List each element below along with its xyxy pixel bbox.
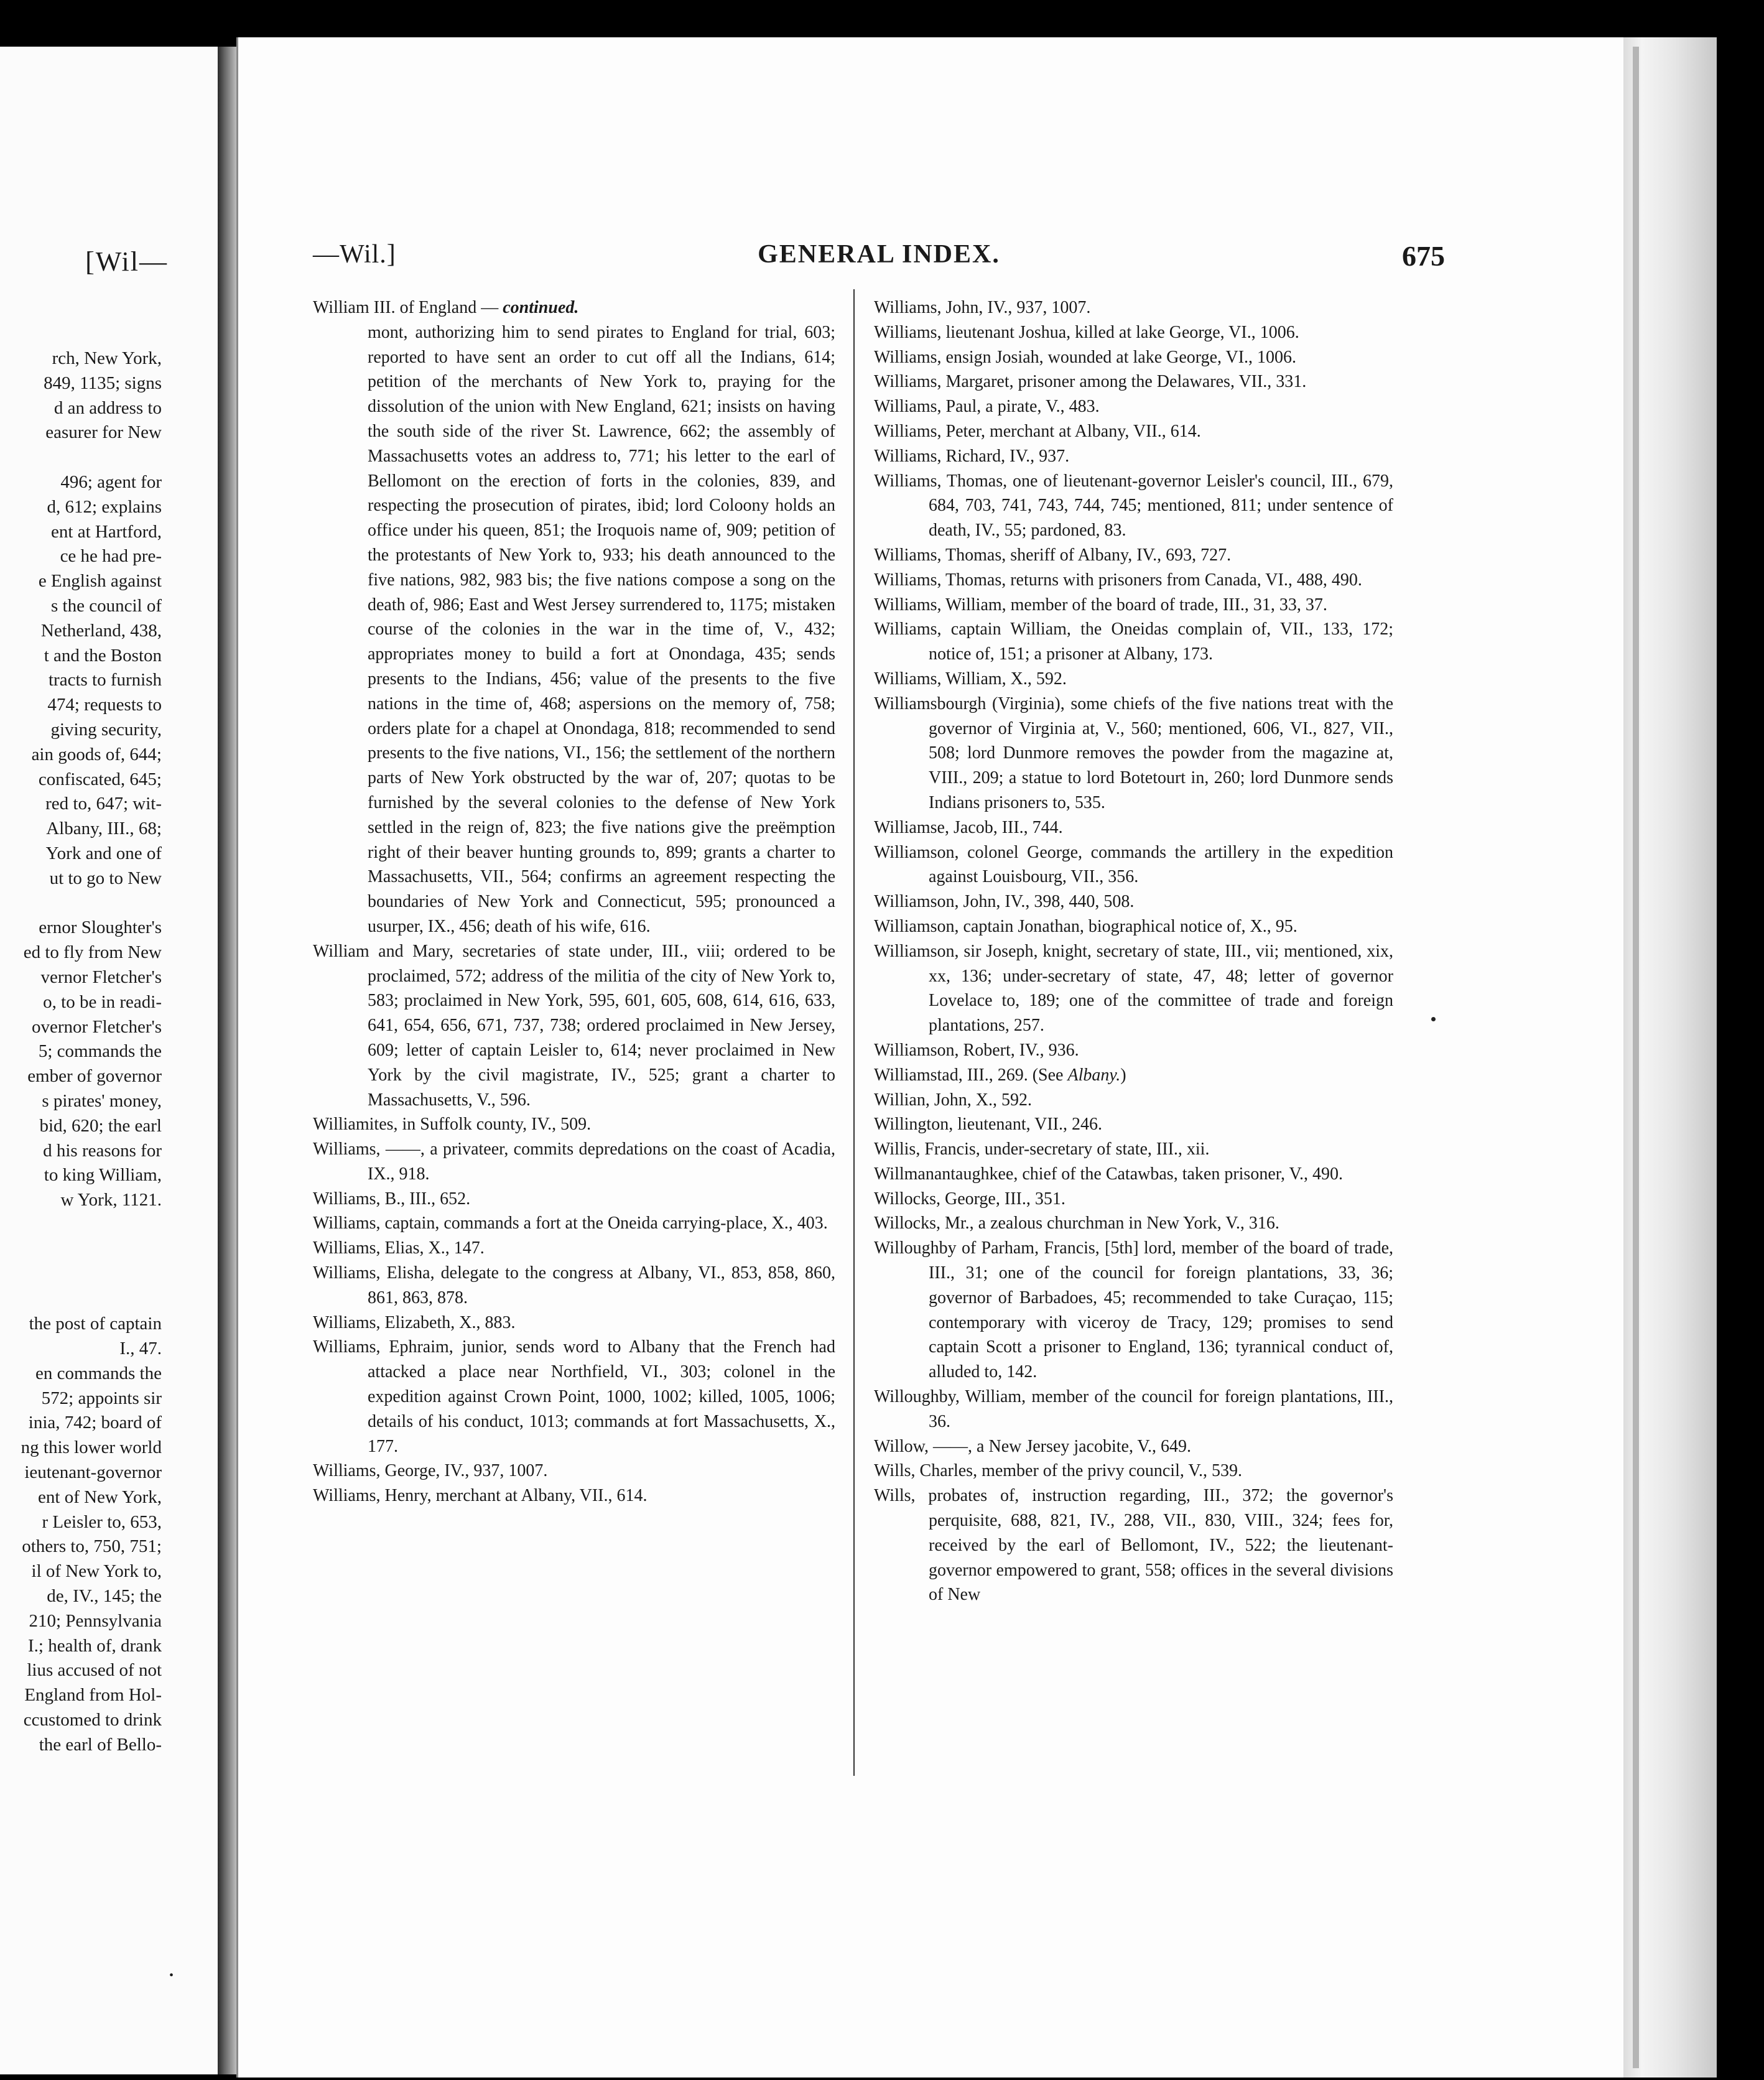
index-entry [874, 469, 1393, 543]
index-entry [874, 1038, 1393, 1063]
index-entry [874, 692, 1393, 815]
index-entry [874, 939, 1393, 1038]
entry-heading-italic: continued. [503, 298, 579, 317]
facing-page-line: confiscated, 645; [38, 769, 162, 789]
entry-text: Williams, B., III., 652. [313, 1189, 471, 1209]
index-entry [874, 394, 1393, 419]
running-head-left: —Wil.] [313, 240, 396, 269]
facing-page-line: lius accused of not [27, 1660, 162, 1681]
facing-page-line: s pirates' money, [42, 1091, 162, 1111]
facing-page-line: overnor Fletcher's [32, 1016, 162, 1037]
facing-page-line: 496; agent for [60, 472, 162, 492]
facing-page-line: ed to fly from New [23, 942, 162, 963]
column-divider [853, 289, 855, 1776]
facing-page-line: the earl of Bello- [39, 1734, 162, 1755]
index-entry [313, 1137, 835, 1187]
entry-text: Williamson, captain Jonathan, biographical notice of, X., 95. [874, 916, 1297, 936]
facing-page-line: to king William, [44, 1165, 162, 1186]
entry-text: Williams, Paul, a pirate, V., 483. [874, 397, 1100, 417]
facing-page-line: others to, 750, 751; [22, 1536, 162, 1557]
entry-text: Williams, lieutenant Joshua, killed at lake George, VI., 1006. [874, 322, 1299, 342]
entry-text: Williams, Thomas, returns with prisoners from Canada, VI., 488, 490. [874, 570, 1362, 590]
facing-page-line: red to, 647; wit- [45, 794, 162, 814]
entry-text: Willocks, George, III., 351. [874, 1189, 1065, 1209]
index-entry [313, 1112, 835, 1137]
entry-text: Williams, ensign Josiah, wounded at lake George, VI., 1006. [874, 347, 1297, 367]
entry-text: Williams, captain, commands a fort at the Oneida carrying-place, X., 403. [313, 1214, 828, 1233]
entry-text: Williamites, in Suffolk county, IV., 509. [313, 1115, 592, 1135]
page-edge-line [1633, 47, 1639, 2068]
facing-page-line: tracts to furnish [48, 670, 162, 690]
facing-page-line: vernor Fletcher's [40, 967, 162, 987]
entry-text: Williamson, Robert, IV., 936. [874, 1040, 1079, 1060]
page-header [313, 239, 1445, 283]
index-entry [313, 320, 835, 939]
facing-page-line: rch, New York, [52, 348, 162, 368]
page-number: 675 [1402, 240, 1445, 272]
index-column-left [313, 295, 835, 1508]
index-entry [874, 1187, 1393, 1212]
entry-text: Williamson, sir Joseph, knight, secretary of state, III., vii; mentioned, xix, xx, 136; under-secretary of state, 47, 48; letter of governor Lovelace to, 189; one of the committee of trade and foreign plantations, 257. [874, 941, 1393, 1036]
index-entry [874, 1063, 1393, 1088]
index-entry [313, 1236, 835, 1261]
facing-page-line: ng this lower world [21, 1437, 162, 1458]
entry-text: Williams, Margaret, prisoner among the Delawares, VII., 331. [874, 372, 1307, 392]
facing-page-running-head: [Wil— [85, 246, 168, 277]
index-entry [874, 369, 1393, 394]
facing-page [0, 47, 218, 2074]
facing-page-line: w York, 1121. [60, 1190, 162, 1210]
page-title: GENERAL INDEX. [758, 240, 1000, 269]
entry-text: Willoughby of Parham, Francis, [5th] lord, member of the board of trade, III., 31; one of the council for foreign plantations, 33, 36; governor of Barbadoes, 45; recommended to take Curaçao, 115; contemporary with viceroy de Tracy, 129; promises to send captain Scott a prisoner to England, 136; tyrannical conduct of, alluded to, 142. [874, 1238, 1393, 1382]
index-entry [874, 444, 1393, 469]
see-reference-close: ) [1120, 1065, 1126, 1085]
entry-text: Wills, Charles, member of the privy council, V., 539. [874, 1461, 1242, 1481]
entry-text: Wills, probates of, instruction regarding, III., 372; the governor's perquisite, 688, 821, IV., 288, VII., 830, VIII., 324; fees for, received by the earl of Bellomont, IV., 522; the lieutenant-governor empowered to grant, 558; offices in the several divisions of New [874, 1486, 1393, 1605]
facing-page-line: ccustomed to drink [23, 1710, 162, 1730]
index-entry [874, 1459, 1393, 1483]
index-entry [874, 617, 1393, 667]
facing-page-line: il of New York to, [31, 1561, 162, 1582]
entry-text: Williams, Richard, IV., 937. [874, 446, 1070, 466]
index-entry [874, 1483, 1393, 1607]
index-entry [874, 1112, 1393, 1137]
index-entry [874, 889, 1393, 914]
entry-text: Williams, ——, a privateer, commits depredations on the coast of Acadia, IX., 918. [313, 1140, 835, 1184]
entry-text: Williams, Elias, X., 147. [313, 1238, 485, 1258]
facing-page-line: bid, 620; the earl [39, 1115, 162, 1136]
entry-text: Williams, Elisha, delegate to the congress at Albany, VI., 853, 858, 860, 861, 863, 878. [313, 1263, 835, 1307]
book-gutter [218, 47, 236, 2074]
facing-page-line: Albany, III., 68; [46, 819, 162, 839]
facing-page-line: ut to go to New [49, 868, 162, 888]
see-reference-target: Albany. [1067, 1065, 1121, 1085]
facing-page-line: easurer for New [45, 422, 162, 443]
facing-page-line: ernor Sloughter's [39, 917, 162, 938]
index-entry [874, 1236, 1393, 1385]
entry-text: Willian, John, X., 592. [874, 1090, 1032, 1110]
index-entry [313, 1311, 835, 1335]
facing-page-mark: • [169, 1969, 174, 1982]
index-entry [313, 1335, 835, 1459]
index-entry [874, 1211, 1393, 1236]
index-entry [874, 543, 1393, 568]
facing-page-line: d his reasons for [43, 1140, 162, 1161]
index-entry [874, 1385, 1393, 1434]
entry-text: Williams, Elizabeth, X., 883. [313, 1312, 516, 1332]
index-entry [874, 667, 1393, 692]
entry-text: Williamson, colonel George, commands the artillery in the expedition against Louisbourg, VII., 356. [874, 842, 1393, 887]
facing-page-line: 5; commands the [38, 1041, 162, 1062]
speck [1431, 1017, 1436, 1021]
facing-page-line: ieutenant-governor [24, 1462, 162, 1482]
index-entry [313, 939, 835, 1113]
facing-page-line: ent of New York, [38, 1487, 162, 1507]
index-entry [874, 1162, 1393, 1187]
facing-page-line: en commands the [35, 1363, 162, 1383]
see-reference: (See [1032, 1065, 1064, 1085]
entry-text: Williamsbourgh (Virginia), some chiefs of the five nations treat with the governor of Virginia at, V., 560; mentioned, 606, VI., 827, VII., 508; lord Dunmore removes the powder from the magazine at, VIII., 209; a statue to lord Botetourt in, 260; lord Dunmore sends Indians prisoners to, 535. [874, 694, 1393, 812]
index-entry [874, 815, 1393, 840]
index-entry [313, 1187, 835, 1212]
index-entry [313, 1483, 835, 1508]
facing-page-line: o, to be in readi- [43, 991, 162, 1012]
index-entry [313, 1211, 835, 1236]
index-entry [874, 840, 1393, 890]
entry-text: Williams, Henry, merchant at Albany, VII., 614. [313, 1486, 648, 1506]
facing-page-line: d, 612; explains [47, 496, 162, 517]
entry-text: Willoughby, William, member of the council for foreign plantations, III., 36. [874, 1387, 1393, 1431]
index-page [236, 37, 1625, 2078]
index-entry [313, 295, 835, 320]
index-entry [874, 320, 1393, 345]
entry-text: Williamstad, III., 269. [874, 1065, 1028, 1085]
facing-page-line: e English against [38, 571, 162, 592]
entry-text: Williams, William, member of the board of trade, III., 31, 33, 37. [874, 595, 1327, 615]
facing-page-line: s the council of [51, 596, 162, 616]
facing-page-line: the post of captain [29, 1314, 162, 1334]
facing-page-line: d an address to [53, 397, 162, 418]
entry-text: Williams, captain William, the Oneidas complain of, VII., 133, 172; notice of, 151; a prisoner at Albany, 173. [874, 620, 1393, 664]
facing-page-line: ce he had pre- [60, 546, 162, 567]
entry-text: Williamse, Jacob, III., 744. [874, 817, 1063, 837]
index-entry [313, 1261, 835, 1311]
entry-text: Williamson, John, IV., 398, 440, 508. [874, 892, 1135, 912]
index-entry [313, 1459, 835, 1483]
entry-text: Williams, John, IV., 937, 1007. [874, 298, 1091, 317]
index-entry [874, 1137, 1393, 1162]
entry-text: Willington, lieutenant, VII., 246. [874, 1115, 1102, 1135]
facing-page-line: England from Hol- [24, 1685, 162, 1706]
entry-text: Willmanantaughkee, chief of the Catawbas, taken prisoner, V., 490. [874, 1164, 1344, 1184]
index-entry [874, 345, 1393, 370]
entry-text: Williams, William, X., 592. [874, 669, 1067, 689]
entry-text: Williams, Ephraim, junior, sends word to Albany that the French had attacked a place near Northfield, VI., 303; colonel in the expedition against Crown Point, 1000, 1002; killed, 1005, 1006; details of his conduct, 1013; commands at fort Massachusetts, X., 177. [313, 1337, 835, 1456]
entry-heading: William III. of England — [313, 298, 503, 317]
facing-page-line: I., 47. [119, 1339, 162, 1358]
facing-page-line: 572; appoints sir [41, 1388, 162, 1408]
entry-text: Willis, Francis, under-secretary of state, III., xii. [874, 1140, 1210, 1159]
facing-page-line: Netherland, 438, [40, 620, 162, 641]
entry-text: mont, authorizing him to send pirates to England for trial, 603; reported to have sent an order to cut off all the Indians, 614; petition of the merchants of New York to, praying for the dissolution of the union with New England, 621; insists on having the south side of the river St. Lawrence, 662; the assembly of Massachusetts votes an address to, 771; his letter to the earl of Bellomont on the erection of forts in the colonies, 839, and respecting the prosecution of pirates, ibid; lord Coloony holds an office under his queen, 851; the Iroquois name of, 909; petition of the protestants of New York to, 933; his death announced to the five nations, 982, 983 bis; the five nations compose a song on the death of, 986; East and West Jersey surrendered to, 1175; mistaken course of the colonies in the war in the time of, V., 432; appropriates money to build a fort at Onondaga, 435; sends presents to the Indians, 456; value of the presents to the five nations in the time of, 468; aspersions on the memory of, 758; orders plate for a chapel at Onondaga, 818; recommended to send presents to the five nations, VI., 156; the settlement of the northern parts of New York obstructed by the war of, 207; quotas to be furnished by the several colonies to the defense of New York settled in the reign of, 823; the five nations give the preëmption right of their beaver hunting grounds to, 899; grants a charter to Massachusetts, VII., 564; confirms an agreement respecting the boundaries of New York and Connecticut, 595; pronounced a usurper, IX., 456; death of his wife, 616. [368, 322, 835, 936]
index-entry [874, 593, 1393, 618]
facing-page-line: ember of governor [27, 1066, 162, 1087]
index-entry [874, 1434, 1393, 1459]
index-entry [874, 914, 1393, 939]
facing-page-line: York and one of [45, 843, 162, 863]
index-column-right [874, 295, 1393, 1607]
entry-text: Willocks, Mr., a zealous churchman in New York, V., 316. [874, 1214, 1279, 1233]
index-entry [874, 419, 1393, 444]
index-entry [874, 295, 1393, 320]
entry-text: Williams, Thomas, sheriff of Albany, IV., 693, 727. [874, 545, 1232, 565]
facing-page-line: 474; requests to [47, 695, 162, 715]
facing-page-line: inia, 742; board of [28, 1413, 162, 1433]
facing-page-line: 210; Pennsylvania [29, 1610, 162, 1631]
facing-page-line: ain goods of, 644; [31, 744, 162, 764]
entry-text: William and Mary, secretaries of state under, III., viii; ordered to be proclaimed, 572; address of the militia of the city of New York to, 583; proclaimed in New York, 595, 601, 605, 608, 614, 616, 633, 641, 654, 656, 671, 737, 738; ordered proclaimed in New Jersey, 609; letter of captain Leisler to, 614; never proclaimed in New York by the civil magistrate, IV., 525; grant a charter to Massachusetts, V., 596. [313, 941, 835, 1110]
facing-page-line: t and the Boston [44, 645, 162, 666]
entry-text: Williams, Peter, merchant at Albany, VII., 614. [874, 421, 1201, 441]
facing-page-line: ent at Hartford, [51, 521, 162, 542]
index-entry [874, 1088, 1393, 1113]
entry-text: Williams, Thomas, one of lieutenant-governor Leisler's council, III., 679, 684, 703, 741, 743, 744, 745; mentioned, 811; under sentence of death, IV., 55; pardoned, 83. [874, 471, 1393, 541]
facing-page-line: de, IV., 145; the [47, 1586, 162, 1606]
facing-page-line: giving security, [50, 720, 162, 740]
facing-page-line: I.; health of, drank [27, 1635, 162, 1656]
index-entry [874, 568, 1393, 593]
facing-page-line: 849, 1135; signs [44, 373, 162, 393]
entry-text: Williams, George, IV., 937, 1007. [313, 1461, 548, 1481]
facing-page-line: r Leisler to, 653, [42, 1511, 162, 1532]
entry-text: Willow, ——, a New Jersey jacobite, V., 649. [874, 1436, 1192, 1456]
